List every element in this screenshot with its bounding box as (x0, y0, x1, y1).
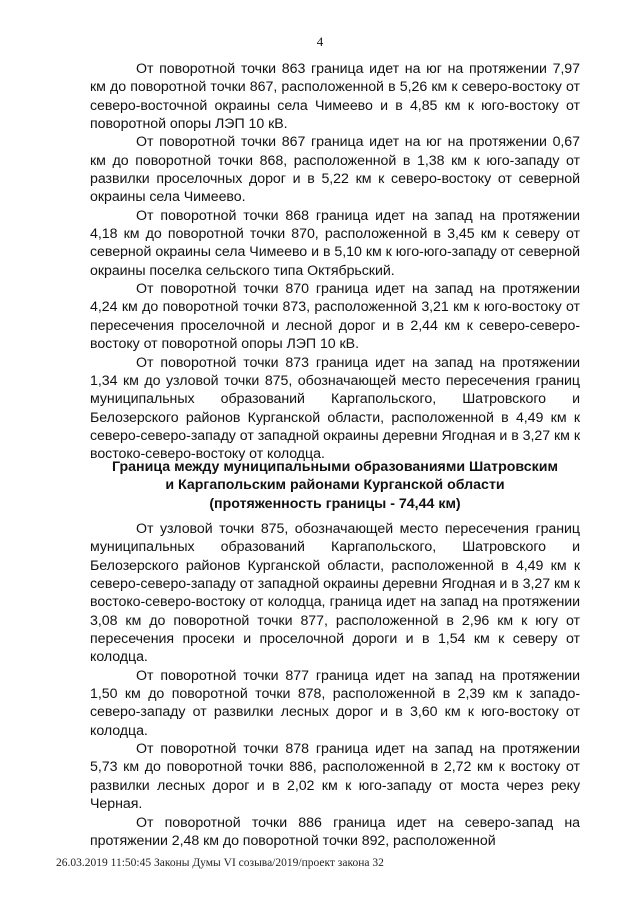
paragraph: От поворотной точки 863 граница идет на юг на протяжении 7,97 км до поворотной точки 867, расположенной в 5,26 км к северо-востоку от северо-восточной окраины села Чимеево и в 4,85 км к юго-востоку от поворотной опоры ЛЭП 10 кВ. (90, 61, 580, 133)
paragraph: От поворотной точки 877 граница идет на запад на протяжении 1,50 км до поворотной точки 878, расположенной в 2,39 км к западо-северо-западу от развилки лесных дорог и в 3,60 км к юго-востоку от колодца. (90, 667, 580, 739)
heading-line: (протяженность границы - 74,44 км) (209, 495, 461, 512)
paragraph: От поворотной точки 873 граница идет на запад на протяжении 1,34 км до узловой точки 875, обозначающей место пересечения границ муниципальных образований Каргапольского, Шатровского и Белозерского районов Курганской области, расположенной в 4,49 км к северо-северо-западу от западной окраины деревни Ягодная и в 3,27 км к востоко-северо-востоку от колодца. (90, 354, 580, 463)
paragraph: От поворотной точки 868 граница идет на запад на протяжении 4,18 км до поворотной точки 870, расположенной в 3,45 км к северу от северной окраины села Чимеево и в 5,10 км к юго-юго-западу от северной окраины поселка сельского типа Октябрьский. (90, 207, 580, 279)
section-body (90, 520, 580, 850)
paragraph: От поворотной точки 870 граница идет на запад на протяжении 4,24 км до поворотной точки 873, расположенной 3,21 км к юго-востоку от пересечения проселочной и лесной дорог и в 2,44 км к северо-северо-востоку от поворотной опоры ЛЭП 10 кВ. (90, 281, 580, 353)
document-footer: 26.03.2019 11:50:45 Законы Думы VI созыва/2019/проект закона 32 (56, 857, 384, 869)
boundary-description-block (90, 60, 580, 464)
paragraph: От узловой точки 875, обозначающей место пересечения границ муниципальных образований Каргапольского, Шатровского и Белозерского районов Курганской области, расположенной в 4,49 км к северо-северо-западу от западной окраины деревни Ягодная и в 3,27 км к востоко-северо-востоку от колодца, граница идет на запад на протяжении 3,08 км до поворотной точки 877, расположенной в 2,96 км к югу от пересечения просеки и проселочной дороги и в 1,54 км к северу от колодца. (90, 521, 580, 666)
page-number: 4 (316, 34, 324, 49)
paragraph: От поворотной точки 878 граница идет на запад на протяжении 5,73 км до поворотной точки 886, расположенной в 2,72 км к востоку от развилки лесных дорог и в 2,02 км к юго-западу от моста через реку Черная. (90, 741, 580, 813)
heading-line: Граница между муниципальными образованиями Шатровским (112, 459, 558, 475)
paragraph: От поворотной точки 867 граница идет на юг на протяжении 0,67 км до поворотной точки 868, расположенной в 1,38 км к юго-западу от развилки проселочных дорог и в 5,22 км к северо-востоку от северной окраины села Чимеево. (90, 134, 580, 206)
heading-line: и Каргапольским районами Курганской области (165, 477, 505, 494)
section-heading (90, 458, 580, 513)
paragraph: От поворотной точки 886 граница идет на северо-запад на протяжении 2,48 км до поворотной точки 892, расположенной (90, 814, 580, 849)
